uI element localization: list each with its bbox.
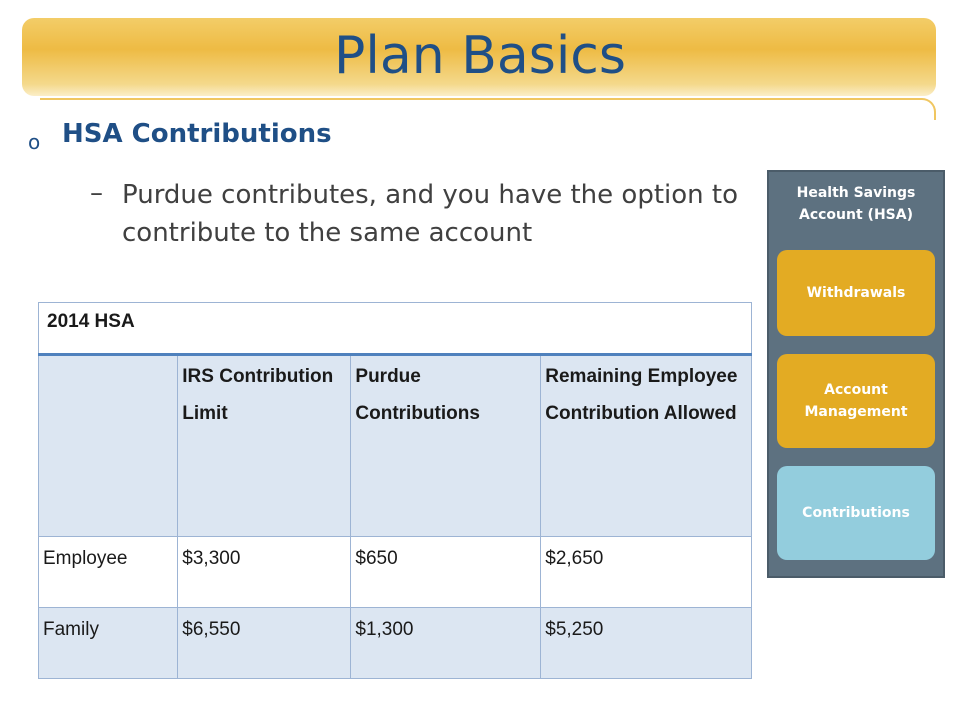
cell-purdue-contribution: $650 [351,537,541,608]
table-header-row [39,355,752,537]
withdrawals-button[interactable]: Withdrawals [777,250,935,336]
bullet-marker: o [28,130,41,154]
contributions-button[interactable]: Contributions [777,466,935,560]
header-purdue-contributions: Purdue Contributions [351,355,541,537]
row-label: Family [39,608,178,679]
hsa-table [38,302,752,679]
header-remaining-allowed: Remaining Employee Contribution Allowed [541,355,752,537]
cell-purdue-contribution: $1,300 [351,608,541,679]
cell-irs-limit: $3,300 [178,537,351,608]
table-title: 2014 HSA [39,303,752,355]
sub-bullet-text: Purdue contributes, and you have the option to contribute to the same account [122,180,739,248]
cell-remaining: $5,250 [541,608,752,679]
side-panel-title: Health Savings Account (HSA) [796,185,916,223]
table-row [39,537,752,608]
table-row [39,608,752,679]
cell-irs-limit: $6,550 [178,608,351,679]
header-irs-limit: IRS Contribution Limit [178,355,351,537]
header-cell-blank [39,355,178,537]
account-management-button[interactable]: Account Management [777,354,935,448]
hsa-side-panel [767,170,945,578]
sub-bullet-dash: – [90,178,103,208]
cell-remaining: $2,650 [541,537,752,608]
bullet-heading: HSA Contributions [62,119,332,149]
row-label: Employee [39,537,178,608]
slide-title: Plan Basics [334,26,626,86]
table-title-row [39,303,752,355]
